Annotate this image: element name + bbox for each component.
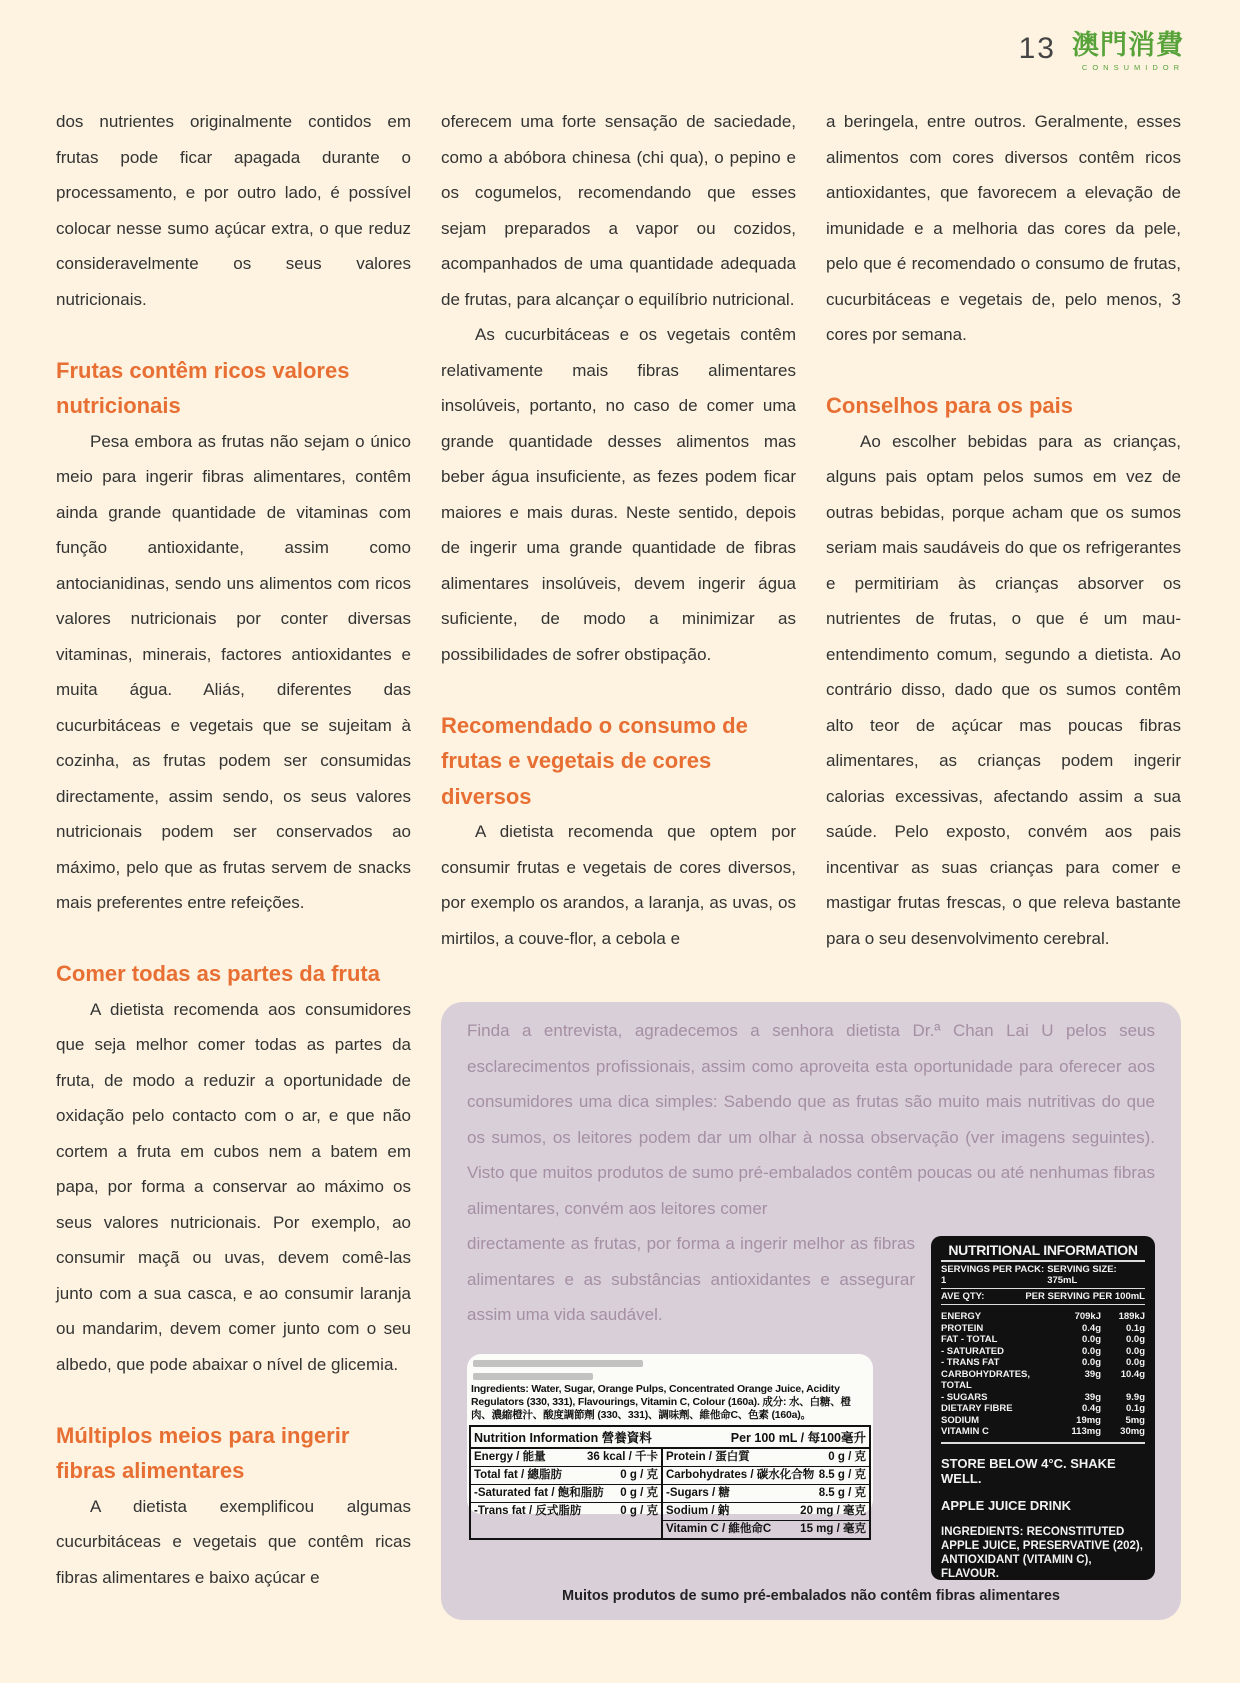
nutrition-row <box>941 1323 1145 1335</box>
nutrition-name: - SUGARS <box>941 1391 988 1403</box>
nutrition-value: 8.5 g / 克 <box>818 1487 866 1499</box>
nutrition-value: 0 g / 克 <box>620 1505 658 1517</box>
paragraph: oferecem uma forte sensação de saciedade, como a abóbora chinesa (chi qua), o pepino e os cogumelos, recomendando que esses sejam preparados a vapor ou cozidos, acompanhados de uma quantidade adequada de frutas, para alcançar o equilíbrio nutricional. <box>441 112 796 309</box>
nutrition-name: - SATURATED <box>941 1345 1004 1357</box>
box-paragraph: Finda a entrevista, agradecemos a senhora dietista Dr.ª Chan Lai U pelos seus esclarecimentos profissionais, assim como aproveita esta oportunidade para oferecer aos consumidores uma dica simples: Sabendo que as frutas são muito mais nutritivas do que os sumos, os leitores podem dar um olhar à nossa observação (ver imagens seguintes). Visto que muitos produtos de sumo pré-embalados contêm poucas ou até nenhumas fibras alimentares, convém aos leitores comer <box>467 1021 1155 1218</box>
nutrition-serving: 39g <box>1084 1391 1101 1403</box>
section-heading: Múltiplos meios para ingerir fibras alimentares <box>56 1422 350 1483</box>
nutrition-name: Total fat / 總脂肪 <box>474 1469 562 1481</box>
nutrition-table <box>469 1447 871 1540</box>
image-caption: Muitos produtos de sumo pré-embalados não contêm fibras alimentares <box>562 1588 1060 1604</box>
paragraph: A dietista exemplificou algumas cucurbitáceas e vegetais que contêm ricas fibras alimentares e baixo açúcar e <box>56 1496 411 1587</box>
nutrition-row <box>941 1392 1145 1404</box>
nutrition-left-column <box>471 1449 663 1538</box>
label-title: NUTRITIONAL INFORMATION <box>941 1242 1145 1262</box>
nutrition-per100: 0.0g <box>1125 1334 1145 1345</box>
section-heading: Recomendado o consumo de frutas e vegetais de cores diversos <box>441 712 748 809</box>
logo-chinese: 澳門消費 <box>1072 30 1184 61</box>
nutrition-per100: 0.1g <box>1125 1322 1145 1334</box>
column-1 <box>56 104 411 1595</box>
blurred-text <box>473 1373 593 1380</box>
page-number: 13 <box>1018 32 1056 65</box>
nutrition-row <box>471 1467 661 1485</box>
page-header <box>1019 30 1184 72</box>
nutrition-name: Protein / 蛋白質 <box>666 1451 750 1463</box>
column-2 <box>441 104 796 956</box>
nutrition-row <box>471 1503 661 1520</box>
nutrition-serving: 0.0g <box>1081 1334 1101 1345</box>
nutrition-name: ENERGY <box>941 1311 982 1322</box>
nutrition-row <box>663 1449 869 1467</box>
nutrition-row <box>941 1357 1145 1369</box>
ave-qty: AVE QTY: <box>941 1291 985 1302</box>
nutrition-value: 0 g / 克 <box>828 1451 866 1463</box>
nutrition-title: Nutrition Information 營養資料 <box>474 1431 652 1445</box>
paragraph: As cucurbitáceas e os vegetais contêm relativamente mais fibras alimentares insolúveis, portanto, no caso de comer uma grande quantidade desses alimentos mas beber água insuficiente, as fezes podem ficar maiores e mais duras. Neste sentido, depois de ingerir uma grande quantidade de fibras alimentares insolúveis, devem ingerir água suficiente, de modo a minimizar as possibilidades de sofrer obstipação. <box>441 325 796 664</box>
column-3 <box>826 104 1181 956</box>
paragraph: Ao escolher bebidas para as crianças, alguns pais optam pelos sumos em vez de outras bebidas, porque acham que os sumos seriam mais saudáveis do que os refrigerantes e permitiriam às crianças absorver os nutrientes de frutas, o que é um mau-entendimento comum, segundo a dietista. Ao contrário disso, dado que os sumos contêm alto teor de açúcar mas poucas fibras alimentares, as crianças podem ingerir calorias excessivas, afectando assim a sua saúde. Pelo exposto, convém aos pais incentivar as suas crianças para comer e mastigar frutas frescas, o que releva bastante para o seu desenvolvimento cerebral. <box>826 431 1181 948</box>
nutrition-value: 15 mg / 毫克 <box>800 1523 866 1535</box>
nutrition-serving: 113mg <box>1071 1426 1101 1437</box>
nutrition-row <box>941 1334 1145 1346</box>
nutrition-serving: 19mg <box>1076 1414 1101 1426</box>
nutrition-row <box>941 1403 1145 1415</box>
paragraph: A dietista recomenda aos consumidores que seja melhor comer todas as partes da fruta, de modo a reduzir a oportunidade de oxidação pelo contacto com o ar, e que não cortem a fruta em cubos nem a batem em papa, por forma a conservar ao máximo os seus valores nutricionais. Por exemplo, ao consumir maçã ou uvas, devem comê-las junto com a sua casca, e ao consumir laranja ou mandarim, devem comer junto com o seu albedo, que pode abaixar o nível de glicemia. <box>56 999 411 1374</box>
paragraph: Pesa embora as frutas não sejam o único meio para ingerir fibras alimentares, contêm ainda grande quantidade de vitaminas com função antioxidante, assim como antocianidinas, sendo uns alimentos com ricos valores nutricionais por conter diversas vitaminas, minerais, factores antioxidantes e muita água. Aliás, diferentes das cucurbitáceas e vegetais que se sujeitam à cozinha, as frutas podem ser consumidas directamente, assim sendo, os seus valores nutricionais podem ser conservados ao máximo, pelo que as frutas servem de snacks mais preferentes entre refeições. <box>56 431 411 912</box>
nutrition-row <box>663 1485 869 1503</box>
nutrition-row <box>941 1346 1145 1358</box>
nutrition-per100: 0.0g <box>1125 1345 1145 1357</box>
nutrition-row <box>663 1467 869 1485</box>
nutrition-serving: 0.0g <box>1081 1345 1101 1357</box>
nutrition-value: 20 mg / 毫克 <box>800 1505 866 1517</box>
nutrition-name: -Trans fat / 反式脂肪 <box>474 1505 582 1517</box>
nutrition-value: 36 kcal / 千卡 <box>587 1451 658 1463</box>
nutrition-value: 0 g / 克 <box>620 1469 658 1481</box>
blurred-text <box>473 1360 643 1367</box>
nutrition-per100: 0.1g <box>1125 1403 1145 1414</box>
apple-juice-label-image <box>931 1236 1155 1580</box>
nutrition-name: VITAMIN C <box>941 1426 989 1437</box>
label-storage: STORE BELOW 4°C. SHAKE WELL. <box>941 1455 1116 1486</box>
label-rows <box>941 1311 1145 1444</box>
section-heading: Comer todas as partes da fruta <box>56 961 380 986</box>
nutrition-name: Carbohydrates / 碳水化合物 <box>666 1469 815 1481</box>
serving-size: SERVING SIZE: 375mL <box>1047 1264 1117 1286</box>
nutrition-serving: 0.4g <box>1081 1403 1101 1414</box>
nutrition-row <box>471 1449 661 1467</box>
magazine-logo <box>1072 30 1184 72</box>
nutrition-name: DIETARY FIBRE <box>941 1403 1013 1414</box>
nutrition-row <box>941 1415 1145 1427</box>
nutrition-name: Sodium / 鈉 <box>666 1505 730 1517</box>
nutrition-per100: 30mg <box>1120 1426 1145 1437</box>
box-paragraph-continued: directamente as frutas, por forma a ingerir melhor as fibras alimentares e as substâncias antioxidantes e assegurar assim uma vida saudável. <box>467 1234 915 1324</box>
nutrition-name: Vitamin C / 維他命C <box>666 1523 772 1535</box>
nutrition-value: 8.5 g / 克 <box>818 1469 866 1481</box>
nutrition-per100: 189kJ <box>1118 1311 1145 1322</box>
paragraph: A dietista recomenda que optem por consumir frutas e vegetais de cores diversos, por exemplo os arandos, a laranja, as uvas, os mirtilos, a couve-flor, a cebola e <box>441 822 796 948</box>
nutrition-name: PROTEIN <box>941 1322 984 1334</box>
sidebar-box <box>441 1002 1181 1620</box>
nutrition-serving: 0.4g <box>1081 1322 1101 1334</box>
nutrition-row <box>941 1426 1145 1438</box>
nutrition-name: FAT - TOTAL <box>941 1334 998 1345</box>
nutrition-per100: 5mg <box>1125 1414 1145 1426</box>
section-heading: Conselhos para os pais <box>826 393 1073 418</box>
nutrition-per: Per 100 mL / 每100毫升 <box>730 1431 866 1445</box>
logo-english: CONSUMIDOR <box>1081 63 1184 72</box>
per-column: PER SERVING PER 100mL <box>1025 1291 1145 1302</box>
nutrition-serving: 0.0g <box>1081 1357 1101 1368</box>
nutrition-table-header <box>469 1425 871 1447</box>
label-columns <box>941 1289 1145 1305</box>
nutrition-name: -Sugars / 糖 <box>666 1487 730 1499</box>
nutrition-name: -Saturated fat / 飽和脂肪 <box>474 1487 604 1499</box>
nutrition-name: Energy / 能量 <box>474 1451 546 1463</box>
paragraph: a beringela, entre outros. Geralmente, esses alimentos com cores diversos contêm ricos antioxidantes, que favorecem a elevação de imunidade e a melhoria das cores da pele, pelo que é recomendado o consumo de frutas, cucurbitáceas e vegetais de, pelo menos, 3 cores por semana. <box>826 112 1181 344</box>
nutrition-name: CARBOHYDRATES, TOTAL <box>941 1368 1031 1391</box>
nutrition-per100: 0.0g <box>1125 1357 1145 1368</box>
nutrition-name: SODIUM <box>941 1414 979 1426</box>
label-product-name: APPLE JUICE DRINK <box>941 1497 1072 1513</box>
label-ingredients: Ingredients: Water, Sugar, Orange Pulps, Concentrated Orange Juice, Acidity Regulators (330, 331), Flavourings, Vitamin C, Colour (160a). 成分: 水、白糖、橙肉、濃縮橙汁、酸度調節劑 (330、331)、調味劑、維他命C、色素 (160a)。 <box>471 1383 851 1421</box>
nutrition-row <box>663 1503 869 1521</box>
nutrition-right-column <box>663 1449 869 1538</box>
paragraph: dos nutrientes originalmente contidos em frutas pode ficar apagada durante o processamento, e por outro lado, é possível colocar nesse sumo açúcar extra, o que reduz consideravelmente os seus valores nutricionais. <box>56 112 411 309</box>
label-ingredients: INGREDIENTS: RECONSTITUTED APPLE JUICE, PRESERVATIVE (202), ANTIOXIDANT (VITAMIN C), FLAVOUR. <box>941 1525 1143 1580</box>
nutrition-value: 0 g / 克 <box>620 1487 658 1499</box>
nutrition-per100: 10.4g <box>1120 1368 1145 1380</box>
nutrition-row <box>941 1369 1145 1392</box>
nutrition-row <box>941 1311 1145 1323</box>
nutrition-serving: 39g <box>1084 1368 1101 1380</box>
nutrition-name: - TRANS FAT <box>941 1357 1000 1368</box>
nutrition-per100: 9.9g <box>1125 1391 1145 1403</box>
nutrition-row <box>663 1521 869 1538</box>
label-servings <box>941 1262 1145 1289</box>
servings-per-pack: SERVINGS PER PACK: 1 <box>941 1264 1045 1286</box>
section-heading: Frutas contêm ricos valores nutricionais <box>56 357 350 418</box>
orange-juice-label-image <box>467 1354 873 1535</box>
nutrition-row <box>471 1485 661 1503</box>
nutrition-serving: 709kJ <box>1074 1311 1101 1322</box>
